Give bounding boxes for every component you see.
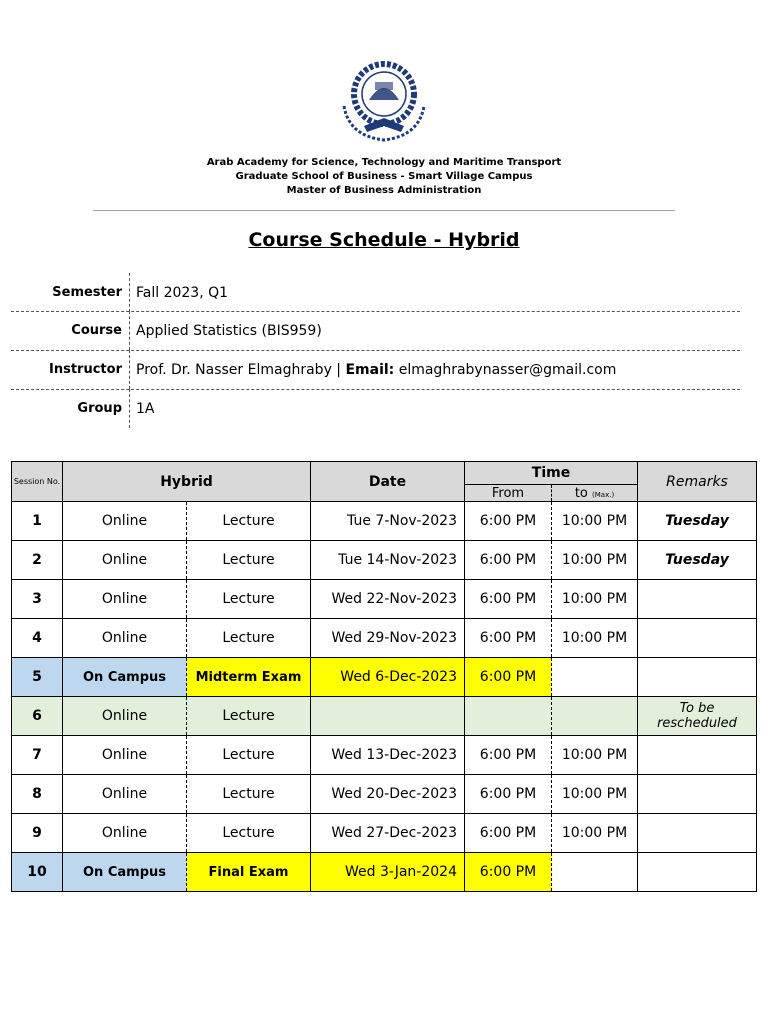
- cell-date: Wed 3-Jan-2024: [311, 853, 465, 892]
- page-title: Course Schedule - Hybrid: [248, 229, 520, 251]
- group-value: 1A: [136, 401, 155, 417]
- cell-mode: Online: [63, 619, 187, 658]
- cell-from: 6:00 PM: [465, 658, 552, 697]
- info-separator: [129, 311, 130, 350]
- instructor-name: Prof. Dr. Nasser Elmaghraby |: [136, 362, 346, 378]
- semester-value: Fall 2023, Q1: [136, 285, 229, 301]
- table-row: [12, 658, 757, 697]
- cell-remarks: [638, 775, 757, 814]
- schedule-table: [11, 461, 757, 892]
- program-name: Master of Business Administration: [286, 185, 482, 196]
- schedule-body: [12, 502, 757, 892]
- table-row: [12, 775, 757, 814]
- cell-to: [552, 853, 638, 892]
- cell-session-no: 3: [12, 580, 63, 619]
- email-link[interactable]: elmaghrabynasser@gmail.com: [394, 362, 617, 378]
- info-row-course: [11, 311, 740, 350]
- header-to-note: (Max.): [592, 490, 615, 499]
- cell-session-no: 5: [12, 658, 63, 697]
- cell-mode: Online: [63, 502, 187, 541]
- table-row: [12, 814, 757, 853]
- header-remarks: Remarks: [638, 462, 757, 502]
- header-date: Date: [311, 462, 465, 502]
- course-value: Applied Statistics (BIS959): [136, 323, 322, 339]
- cell-remarks: [638, 619, 757, 658]
- cell-type: Lecture: [187, 580, 311, 619]
- cell-date: Wed 29-Nov-2023: [311, 619, 465, 658]
- cell-date: Wed 22-Nov-2023: [311, 580, 465, 619]
- cell-to: 10:00 PM: [552, 775, 638, 814]
- cell-from: 6:00 PM: [465, 619, 552, 658]
- course-label: Course: [71, 323, 122, 338]
- header-to-label: to: [574, 485, 588, 501]
- cell-session-no: 2: [12, 541, 63, 580]
- cell-type: Lecture: [187, 619, 311, 658]
- cell-mode: Online: [63, 580, 187, 619]
- header-hybrid: Hybrid: [63, 462, 311, 502]
- instructor-value: [136, 362, 616, 378]
- cell-type: Midterm Exam: [187, 658, 311, 697]
- table-row: [12, 736, 757, 775]
- cell-to: 10:00 PM: [552, 541, 638, 580]
- cell-session-no: 4: [12, 619, 63, 658]
- table-row: [12, 541, 757, 580]
- cell-date: [311, 697, 465, 736]
- cell-remarks: [638, 814, 757, 853]
- cell-session-no: 9: [12, 814, 63, 853]
- cell-remarks: Tuesday: [638, 541, 757, 580]
- info-row-semester: [11, 273, 740, 312]
- cell-mode: Online: [63, 775, 187, 814]
- header-from: From: [465, 485, 552, 502]
- cell-session-no: 6: [12, 697, 63, 736]
- cell-to: 10:00 PM: [552, 736, 638, 775]
- table-row: [12, 697, 757, 736]
- cell-type: Lecture: [187, 736, 311, 775]
- cell-to: 10:00 PM: [552, 502, 638, 541]
- cell-type: Lecture: [187, 697, 311, 736]
- cell-to: 10:00 PM: [552, 619, 638, 658]
- cell-mode: On Campus: [63, 658, 187, 697]
- cell-mode: Online: [63, 736, 187, 775]
- cell-type: Final Exam: [187, 853, 311, 892]
- header-to: [552, 485, 638, 502]
- cell-date: Tue 7-Nov-2023: [311, 502, 465, 541]
- info-separator: [129, 389, 130, 428]
- cell-from: 6:00 PM: [465, 853, 552, 892]
- cell-date: Wed 6-Dec-2023: [311, 658, 465, 697]
- info-separator: [129, 350, 130, 389]
- cell-to: [552, 658, 638, 697]
- cell-mode: Online: [63, 541, 187, 580]
- cell-from: 6:00 PM: [465, 775, 552, 814]
- cell-to: [552, 697, 638, 736]
- cell-type: Lecture: [187, 775, 311, 814]
- semester-label: Semester: [52, 285, 122, 300]
- cell-remarks: [638, 580, 757, 619]
- email-label: Email:: [345, 362, 395, 378]
- cell-session-no: 7: [12, 736, 63, 775]
- table-row: [12, 502, 757, 541]
- institution-name: Arab Academy for Science, Technology and Maritime Transport: [206, 157, 562, 168]
- table-row: [12, 619, 757, 658]
- group-label: Group: [77, 401, 122, 416]
- cell-to: 10:00 PM: [552, 580, 638, 619]
- cell-from: 6:00 PM: [465, 814, 552, 853]
- header-time: Time: [465, 462, 638, 485]
- cell-remarks: [638, 853, 757, 892]
- cell-type: Lecture: [187, 814, 311, 853]
- cell-from: 6:00 PM: [465, 580, 552, 619]
- table-row: [12, 580, 757, 619]
- cell-session-no: 8: [12, 775, 63, 814]
- cell-mode: Online: [63, 814, 187, 853]
- cell-date: Wed 20-Dec-2023: [311, 775, 465, 814]
- cell-from: [465, 697, 552, 736]
- cell-date: Tue 14-Nov-2023: [311, 541, 465, 580]
- cell-remarks: To be rescheduled: [638, 697, 757, 736]
- school-name: Graduate School of Business - Smart Village Campus: [235, 171, 533, 182]
- info-row-group: [11, 389, 740, 428]
- cell-type: Lecture: [187, 502, 311, 541]
- info-separator: [129, 273, 130, 312]
- header-session: Session No.: [12, 462, 63, 502]
- info-row-instructor: [11, 350, 740, 389]
- cell-mode: On Campus: [63, 853, 187, 892]
- cell-remarks: [638, 736, 757, 775]
- cell-mode: Online: [63, 697, 187, 736]
- cell-date: Wed 13-Dec-2023: [311, 736, 465, 775]
- cell-from: 6:00 PM: [465, 736, 552, 775]
- cell-remarks: [638, 658, 757, 697]
- cell-session-no: 1: [12, 502, 63, 541]
- cell-to: 10:00 PM: [552, 814, 638, 853]
- header-divider: [93, 210, 675, 211]
- instructor-label: Instructor: [49, 362, 122, 377]
- cell-date: Wed 27-Dec-2023: [311, 814, 465, 853]
- cell-remarks: Tuesday: [638, 502, 757, 541]
- aast-emblem-icon: [329, 56, 439, 146]
- cell-from: 6:00 PM: [465, 541, 552, 580]
- table-row: [12, 853, 757, 892]
- cell-from: 6:00 PM: [465, 502, 552, 541]
- cell-type: Lecture: [187, 541, 311, 580]
- cell-session-no: 10: [12, 853, 63, 892]
